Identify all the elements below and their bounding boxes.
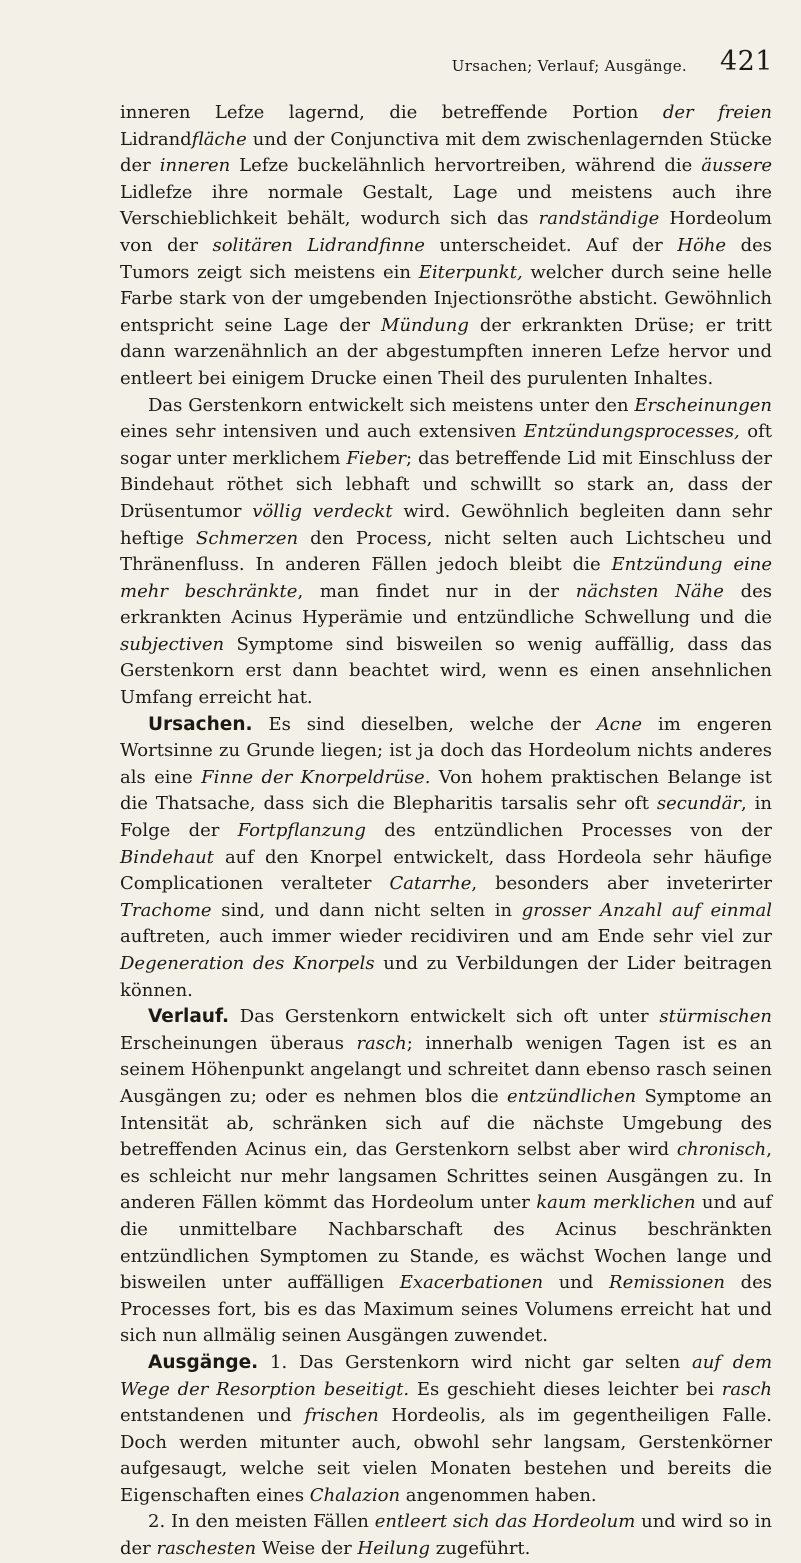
emphasis-text: rasch	[721, 1378, 772, 1400]
body-text	[120, 100, 772, 1563]
emphasis-text: Chalazion	[309, 1484, 401, 1506]
emphasis-text: chronisch	[676, 1139, 767, 1161]
text-run: Weise der	[256, 1538, 358, 1560]
emphasis-text: Finne der Knorpeldrüse.	[201, 766, 431, 788]
text-run: des erkrankten Acinus Hyperämie und entzündliche Schwellung und die	[120, 580, 772, 629]
text-run: oft sogar unter merklichem	[120, 421, 772, 469]
emphasis-text: Entzündungsprocesses,	[523, 421, 740, 443]
text-run: Symptome sind bisweilen so wenig auffällig, dass das Gerstenkorn erst dann beachtet wird, wenn es einen ansehnlichen Umfang erreicht hat.	[120, 633, 772, 709]
page-number: 421	[719, 46, 773, 77]
text-run: zugeführt.	[430, 1538, 531, 1560]
text-run: Das Gerstenkorn entwickelt sich oft unter	[229, 1006, 660, 1028]
section-heading: Verlauf.	[148, 1006, 230, 1028]
emphasis-text: fläche	[191, 128, 247, 150]
emphasis-text: randständige	[538, 208, 660, 230]
emphasis-text: Exacerbationen	[399, 1272, 544, 1294]
emphasis-text: Schmerzen	[196, 527, 299, 549]
emphasis-text: Fieber	[346, 447, 407, 469]
text-run: inneren Lefze lagernd, die betreffende Portion	[120, 102, 663, 123]
emphasis-text: Trachome	[120, 899, 212, 921]
text-run: auf den Knorpel entwickelt, dass Hordeola sehr häufige Complicationen veralteter	[120, 846, 772, 895]
emphasis-text: raschesten	[156, 1538, 257, 1560]
emphasis-text: entzündlichen	[506, 1085, 637, 1107]
paragraph-ausgaenge-1	[120, 1350, 772, 1510]
text-run: , in Folge der	[120, 793, 772, 842]
emphasis-text: auf dem Wege der Resorption beseitigt.	[120, 1351, 773, 1400]
text-run: des Processes fort, bis es das Maximum seines Volumens erreicht hat und sich nun allmälig seinen Ausgängen zuwendet.	[120, 1272, 773, 1347]
emphasis-text: Erscheinungen	[634, 394, 772, 416]
text-run: ; das betreffende Lid mit Einschluss der Bindehaut röthet sich lebhaft und schwillt so stark an, dass der Drüsentumor	[120, 447, 772, 522]
text-run: und auf die unmittelbare Nachbarschaft des Acinus beschränkten entzündlichen Symptomen zu Stande, es wächst Wochen lange und bisweilen unter auffälligen	[120, 1192, 772, 1294]
text-run: entstandenen und	[120, 1405, 305, 1427]
section-heading: Ursachen.	[148, 713, 253, 735]
emphasis-text: Remissionen	[609, 1272, 725, 1294]
emphasis-text: Eiterpunkt,	[418, 261, 523, 283]
emphasis-text: Fortpflanzung	[237, 820, 366, 842]
text-run: der erkrankten Drüse; er tritt dann warzenähnlich an der abgestumpften inneren Lefze hervor und entleert bei einigem Drucke einen Theil des purulenten Inhaltes.	[120, 314, 772, 389]
paragraph-ursachen	[120, 712, 772, 1005]
section-heading: Ausgänge.	[148, 1351, 259, 1373]
page-header	[120, 46, 773, 92]
text-run: den Process, nicht selten auch Lichtscheu und Thränenfluss. In anderen Fällen jedoch bleibt die	[120, 527, 772, 576]
paragraph-continuation	[120, 100, 772, 393]
emphasis-text: subjectiven	[120, 633, 225, 655]
emphasis-text: secundär	[656, 793, 741, 815]
emphasis-text: Catarrhe	[389, 873, 472, 895]
paragraph-ausgaenge-2	[120, 1509, 772, 1562]
text-run: Von hohem praktischen Belange ist die Thatsache, dass sich die Blepharitis tarsalis sehr oft	[120, 766, 772, 815]
text-run: Hordeolis, als im gegentheiligen Falle. Doch werden mitunter auch, obwohl sehr langsam, Gerstenkörner aufgesaugt, welche seit vielen Monaten bestehen und bereits die Eigenschaften eines	[120, 1405, 772, 1506]
text-run: eines sehr intensiven und auch extensiven	[120, 421, 524, 443]
text-run: 2. In den meisten Fällen	[148, 1511, 375, 1533]
emphasis-text: grosser Anzahl auf einmal	[521, 899, 773, 921]
paragraph-verlauf	[120, 1004, 772, 1350]
text-run: , besonders aber inveterirter	[471, 873, 772, 895]
emphasis-text: äussere	[701, 155, 772, 177]
text-run: und wird so in der	[120, 1511, 772, 1560]
text-run: Hordeolum von der	[120, 208, 772, 256]
text-run: Das Gerstenkorn entwickelt sich meistens unter den	[148, 394, 635, 416]
text-run: des Tumors zeigt sich meistens ein	[120, 234, 773, 283]
text-run: Lefze buckelähnlich hervortreiben, während die	[230, 155, 702, 177]
emphasis-text: kaum merklichen	[536, 1192, 696, 1214]
text-run: auftreten, auch immer wieder recidiviren und am Ende sehr viel zur	[120, 926, 772, 948]
text-run: Es geschieht dieses leichter bei	[409, 1378, 722, 1400]
emphasis-text: Bindehaut	[120, 846, 214, 868]
text-run: ; innerhalb wenigen Tagen ist es an seinem Höhenpunkt angelangt und schreitet dann ebenso rasch seinen Ausgängen zu; oder es nehmen blos die	[120, 1032, 772, 1107]
emphasis-text: stürmischen	[659, 1006, 772, 1028]
text-run: Es sind dieselben, welche der	[252, 713, 597, 735]
emphasis-text: frischen	[304, 1405, 379, 1427]
text-run: welcher durch seine helle Farbe stark von der umgebenden Injectionsröthe absticht. Gewöhnlich entspricht seine Lage der	[120, 261, 772, 336]
text-run: Erscheinungen überaus	[120, 1032, 357, 1054]
emphasis-text: Degeneration des Knorpels	[120, 953, 375, 974]
emphasis-text: entleert sich das Hordeolum	[374, 1511, 636, 1533]
text-run: Lidlefze ihre normale Gestalt, Lage und meistens auch ihre Verschieblichkeit behält, wodurch sich das	[120, 181, 772, 230]
text-run: angenommen haben.	[400, 1484, 597, 1506]
text-run: Lidrand	[120, 128, 192, 150]
text-run: sind, und dann nicht selten in	[211, 899, 522, 921]
text-run: im engeren Wortsinne zu Grunde liegen; ist ja doch das Hordeolum nichts anderes als eine	[120, 713, 772, 788]
text-run: und zu Verbildungen der Lider beitragen können.	[120, 953, 772, 1001]
text-run: Symptome an Intensität ab, schränken sich auf die nächste Umgebung des betreffenden Acinus ein, das Gerstenkorn selbst aber wird	[120, 1085, 773, 1161]
emphasis-text: Mündung	[381, 314, 469, 336]
emphasis-text: der freien	[662, 102, 772, 123]
emphasis-text: nächsten Nähe	[575, 580, 724, 602]
emphasis-text: solitären Lidrandfinne	[212, 234, 425, 256]
text-run: , es schleicht nur mehr langsamen Schrittes seinen Ausgängen zu. In anderen Fällen kömmt das Hordeolum unter	[120, 1139, 772, 1214]
text-run: und	[543, 1272, 610, 1294]
emphasis-text: Höhe	[677, 234, 727, 256]
emphasis-text: Heilung	[357, 1538, 430, 1560]
text-run: wird. Gewöhnlich begleiten dann sehr heftige	[120, 500, 773, 549]
text-run: und der Conjunctiva mit dem zwischenlagernden Stücke der	[120, 128, 772, 177]
emphasis-text: völlig verdeckt	[252, 500, 393, 522]
emphasis-text: Entzündung eine mehr beschränkte	[120, 554, 772, 602]
paragraph-erscheinungen	[120, 393, 772, 712]
text-run: unterscheidet. Auf der	[424, 234, 678, 256]
text-run: , man findet nur in der	[297, 580, 576, 602]
text-run: 1. Das Gerstenkorn wird nicht gar selten	[258, 1351, 692, 1373]
text-run: des entzündlichen Processes von der	[365, 820, 772, 842]
emphasis-text: Acne	[596, 713, 643, 735]
emphasis-text: inneren	[159, 155, 231, 177]
running-head: Ursachen; Verlauf; Ausgänge.	[451, 57, 687, 75]
emphasis-text: rasch	[356, 1032, 407, 1054]
